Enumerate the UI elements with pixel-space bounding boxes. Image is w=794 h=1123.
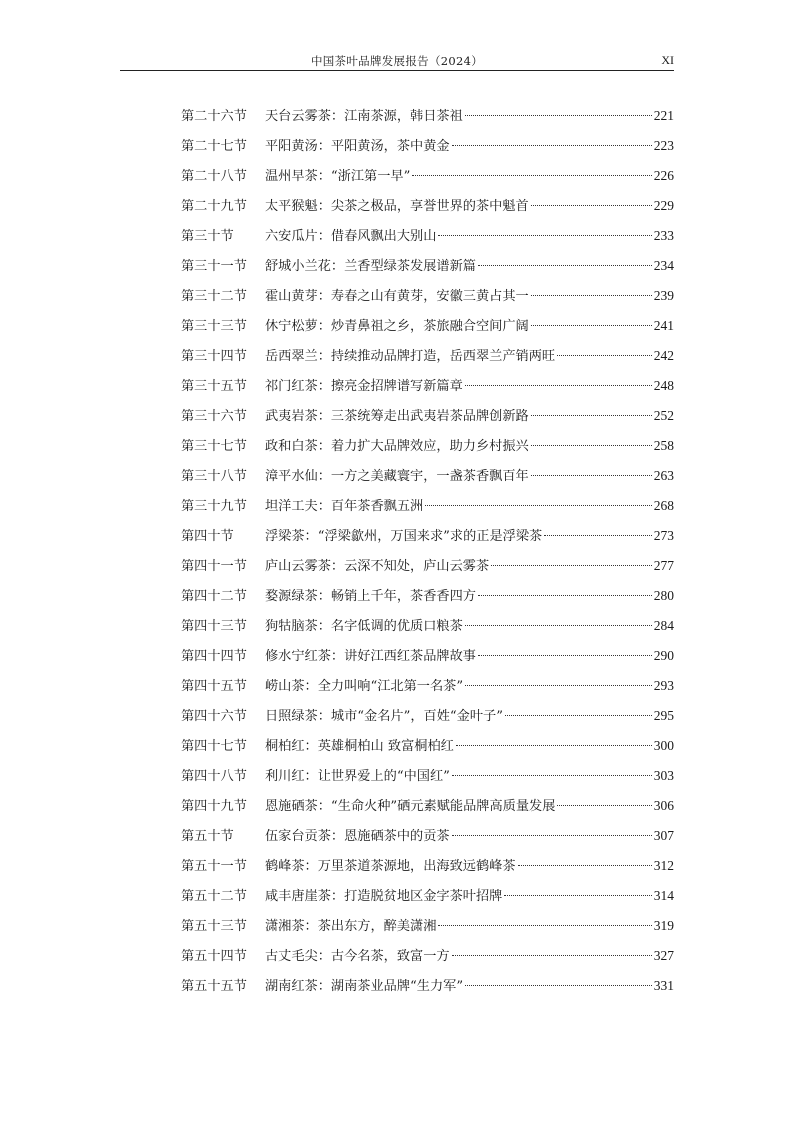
toc-section-number: 第五十四节 (181, 949, 247, 964)
toc-section-number: 第四十六节 (181, 709, 247, 724)
toc-entry[interactable] (181, 826, 674, 856)
dot-leader (491, 565, 652, 566)
dot-leader (412, 175, 651, 176)
toc-entry-title: 武夷岩茶：三茶统筹走出武夷岩茶品牌创新路 (265, 409, 529, 424)
toc-entry[interactable] (181, 736, 674, 766)
toc-page-number: 233 (653, 228, 674, 243)
toc-entry[interactable] (181, 286, 674, 316)
toc-entry-title: 坦洋工夫：百年茶香飘五洲 (265, 499, 424, 514)
toc-entry[interactable] (181, 316, 674, 346)
toc-page-number: 306 (653, 798, 674, 813)
toc-entry[interactable] (181, 556, 674, 586)
toc-entry[interactable] (181, 226, 674, 256)
toc-entry-title: 温州早茶：“浙江第一早” (265, 169, 411, 184)
toc-section-number: 第五十一节 (181, 859, 247, 874)
toc-section-number: 第三十七节 (181, 439, 247, 454)
dot-leader (438, 925, 651, 926)
toc-page-number: 248 (653, 378, 674, 393)
toc-entry[interactable] (181, 436, 674, 466)
toc-entry[interactable] (181, 586, 674, 616)
toc-section-number: 第三十四节 (181, 349, 247, 364)
toc-section-number: 第四十四节 (181, 649, 247, 664)
toc-page-number: 314 (653, 888, 674, 903)
toc-entry[interactable] (181, 376, 674, 406)
toc-page-number: 258 (653, 438, 674, 453)
toc-section-number: 第二十七节 (181, 139, 247, 154)
toc-page-number: 241 (653, 318, 674, 333)
toc-entry[interactable] (181, 166, 674, 196)
toc-page-number: 331 (653, 978, 674, 993)
dot-leader (425, 505, 652, 506)
table-of-contents (181, 106, 674, 1006)
toc-section-number: 第五十二节 (181, 889, 247, 904)
toc-entry[interactable] (181, 886, 674, 916)
toc-page-number: 312 (653, 858, 674, 873)
toc-entry-title: 潇湘茶：茶出东方，醉美潇湘 (265, 919, 437, 934)
toc-entry[interactable] (181, 646, 674, 676)
toc-entry[interactable] (181, 496, 674, 526)
toc-section-number: 第五十五节 (181, 979, 247, 994)
toc-entry-title: 霍山黄芽：寿春之山有黄芽，安徽三黄占其一 (265, 289, 529, 304)
toc-section-number: 第四十五节 (181, 679, 247, 694)
toc-section-number: 第四十八节 (181, 769, 247, 784)
dot-leader (518, 865, 652, 866)
dot-leader (465, 685, 652, 686)
dot-leader (478, 595, 652, 596)
toc-section-number: 第三十六节 (181, 409, 247, 424)
toc-section-number: 第二十九节 (181, 199, 247, 214)
toc-entry-title: 浮梁茶：“浮梁歙州，万国来求”求的正是浮梁茶 (265, 529, 543, 544)
toc-entry-title: 鹤峰茶：万里茶道茶源地，出海致远鹤峰茶 (265, 859, 516, 874)
dot-leader (531, 475, 652, 476)
toc-entry-title: 湖南红茶：湖南茶业品牌“生力军” (265, 979, 464, 994)
toc-page-number: 263 (653, 468, 674, 483)
dot-leader (438, 235, 651, 236)
toc-entry[interactable] (181, 916, 674, 946)
toc-section-number: 第二十六节 (181, 109, 247, 124)
toc-section-number: 第四十节 (181, 529, 234, 544)
toc-entry[interactable] (181, 406, 674, 436)
toc-page-number: 290 (653, 648, 674, 663)
toc-section-number: 第三十一节 (181, 259, 247, 274)
toc-entry-title: 桐柏红：英雄桐柏山 致富桐柏红 (265, 739, 454, 754)
toc-section-number: 第五十节 (181, 829, 234, 844)
toc-entry[interactable] (181, 526, 674, 556)
toc-page-number: 234 (653, 258, 674, 273)
dot-leader (531, 415, 652, 416)
toc-section-number: 第四十二节 (181, 589, 247, 604)
toc-page-number: 229 (653, 198, 674, 213)
toc-entry-title: 庐山云雾茶：云深不知处，庐山云雾茶 (265, 559, 490, 574)
toc-page-number: 307 (653, 828, 674, 843)
dot-leader (504, 895, 651, 896)
toc-section-number: 第二十八节 (181, 169, 247, 184)
dot-leader (478, 265, 652, 266)
toc-entry[interactable] (181, 766, 674, 796)
toc-entry-title: 崂山茶：全力叫响“江北第一名茶” (265, 679, 464, 694)
toc-section-number: 第三十九节 (181, 499, 247, 514)
toc-page-number: 293 (653, 678, 674, 693)
dot-leader (465, 625, 652, 626)
toc-page-number: 319 (653, 918, 674, 933)
toc-entry-title: 修水宁红茶：讲好江西红茶品牌故事 (265, 649, 476, 664)
toc-page-number: 295 (653, 708, 674, 723)
toc-entry-title: 六安瓜片：借春风飘出大别山 (265, 229, 437, 244)
toc-entry-title: 狗牯脑茶：名字低调的优质口粮茶 (265, 619, 463, 634)
toc-entry[interactable] (181, 346, 674, 376)
toc-entry[interactable] (181, 976, 674, 1006)
dot-leader (452, 775, 652, 776)
toc-entry-title: 日照绿茶：城市“金名片”，百姓“金叶子” (265, 709, 503, 724)
toc-entry-title: 平阳黄汤：平阳黄汤，茶中黄金 (265, 139, 450, 154)
toc-section-number: 第四十一节 (181, 559, 247, 574)
toc-section-number: 第三十五节 (181, 379, 247, 394)
toc-section-number: 第四十九节 (181, 799, 247, 814)
dot-leader (531, 445, 652, 446)
dot-leader (452, 835, 652, 836)
toc-section-number: 第三十节 (181, 229, 234, 244)
toc-entry[interactable] (181, 796, 674, 826)
toc-page-number: 223 (653, 138, 674, 153)
dot-leader (531, 325, 652, 326)
toc-entry-title: 利川红：让世界爱上的“中国红” (265, 769, 450, 784)
dot-leader (478, 655, 652, 656)
toc-section-number: 第四十三节 (181, 619, 247, 634)
dot-leader (557, 355, 652, 356)
toc-entry-title: 舒城小兰花：兰香型绿茶发展谱新篇 (265, 259, 476, 274)
toc-entry[interactable] (181, 136, 674, 166)
toc-section-number: 第三十二节 (181, 289, 247, 304)
toc-section-number: 第四十七节 (181, 739, 247, 754)
toc-entry[interactable] (181, 466, 674, 496)
dot-leader (557, 805, 651, 806)
toc-page-number: 252 (653, 408, 674, 423)
toc-entry-title: 岳西翠兰：持续推动品牌打造，岳西翠兰产销两旺 (265, 349, 556, 364)
toc-entry-title: 咸丰唐崖茶：打造脱贫地区金字茶叶招牌 (265, 889, 503, 904)
dot-leader (531, 205, 652, 206)
toc-entry-title: 政和白茶：着力扩大品牌效应，助力乡村振兴 (265, 439, 529, 454)
toc-page-number: 273 (653, 528, 674, 543)
toc-entry[interactable] (181, 616, 674, 646)
header-title: 中国茶叶品牌发展报告（2024） (310, 54, 484, 68)
toc-entry[interactable] (181, 256, 674, 286)
toc-entry-title: 恩施硒茶：“生命火种”硒元素赋能品牌高质量发展 (265, 799, 556, 814)
toc-entry[interactable] (181, 856, 674, 886)
toc-entry[interactable] (181, 676, 674, 706)
toc-page-number: 221 (653, 108, 674, 123)
toc-page-number: 284 (653, 618, 674, 633)
toc-section-number: 第五十三节 (181, 919, 247, 934)
page-number: XI (661, 53, 674, 67)
toc-entry-title: 古丈毛尖：古今名茶，致富一方 (265, 949, 450, 964)
toc-page-number: 303 (653, 768, 674, 783)
toc-page-number: 280 (653, 588, 674, 603)
toc-entry-title: 休宁松萝：炒青鼻祖之乡，茶旅融合空间广阔 (265, 319, 529, 334)
toc-entry[interactable] (181, 706, 674, 736)
toc-page-number: 226 (653, 168, 674, 183)
toc-page-number: 327 (653, 948, 674, 963)
dot-leader (505, 715, 652, 716)
toc-entry-title: 漳平水仙：一方之美藏寰宇，一盏茶香飘百年 (265, 469, 529, 484)
toc-entry-title: 伍家台贡茶：恩施硒茶中的贡茶 (265, 829, 450, 844)
toc-page-number: 242 (653, 348, 674, 363)
running-header (120, 52, 674, 71)
dot-leader (544, 535, 652, 536)
dot-leader (531, 295, 652, 296)
toc-page-number: 300 (653, 738, 674, 753)
toc-section-number: 第三十三节 (181, 319, 247, 334)
dot-leader (452, 145, 652, 146)
toc-page-number: 277 (653, 558, 674, 573)
dot-leader (465, 115, 652, 116)
toc-entry-title: 太平猴魁：尖茶之极品，享誉世界的茶中魁首 (265, 199, 529, 214)
toc-entry-title: 婺源绿茶：畅销上千年，茶香香四方 (265, 589, 476, 604)
toc-entry[interactable] (181, 946, 674, 976)
toc-page-number: 239 (653, 288, 674, 303)
toc-entry-title: 祁门红茶：擦亮金招牌谱写新篇章 (265, 379, 463, 394)
dot-leader (456, 745, 652, 746)
dot-leader (452, 955, 652, 956)
toc-entry-title: 天台云雾茶：江南茶源，韩日茶祖 (265, 109, 463, 124)
toc-section-number: 第三十八节 (181, 469, 247, 484)
dot-leader (465, 385, 652, 386)
toc-entry[interactable] (181, 106, 674, 136)
dot-leader (465, 985, 652, 986)
toc-entry[interactable] (181, 196, 674, 226)
toc-page-number: 268 (653, 498, 674, 513)
